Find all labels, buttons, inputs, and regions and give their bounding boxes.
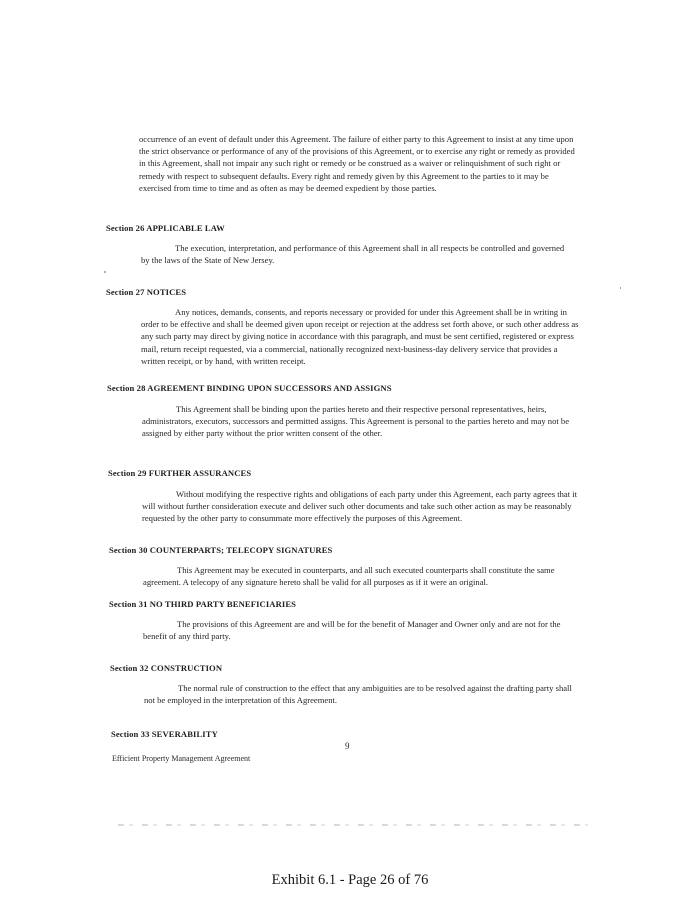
section-title: CONSTRUCTION bbox=[150, 663, 223, 673]
section-31-heading bbox=[109, 599, 296, 609]
section-29-body: Without modifying the respective rights and obligations of each party under this Agreement, each party agrees that it will without further consideration execute and deliver such other documents and take such other action as may be reasonably requested by the other party to consummate more effectively the purposes of this Agreement. bbox=[142, 489, 578, 524]
section-26-body: The execution, interpretation, and performance of this Agreement shall in all respects be controlled and governed by the laws of the State of New Jersey. bbox=[141, 243, 565, 266]
section-title: AGREEMENT BINDING UPON SUCCESSORS AND ASSIGNS bbox=[147, 383, 392, 393]
section-30-heading bbox=[109, 545, 332, 555]
exhibit-label: Exhibit 6.1 - Page 26 of 76 bbox=[271, 872, 429, 888]
section-number: Section 33 bbox=[111, 729, 150, 739]
section-title: NO THIRD PARTY BENEFICIARIES bbox=[149, 599, 297, 609]
scan-speck bbox=[620, 287, 621, 289]
section-28-heading bbox=[107, 383, 392, 393]
section-number: Section 28 bbox=[107, 383, 146, 393]
section-26-heading bbox=[106, 223, 225, 233]
section-32-body: The normal rule of construction to the effect that any ambiguities are to be resolved against the drafting party shall not be employed in the interpretation of this Agreement. bbox=[144, 683, 572, 706]
section-number: Section 27 bbox=[106, 287, 145, 297]
section-title: COUNTERPARTS; TELECOPY SIGNATURES bbox=[149, 545, 333, 555]
section-29-heading bbox=[108, 468, 251, 478]
page-number: 9 bbox=[345, 741, 350, 751]
section-title: APPLICABLE LAW bbox=[146, 223, 225, 233]
footer-title: Efficient Property Management Agreement bbox=[112, 754, 251, 763]
scan-edge-artifact bbox=[118, 824, 588, 826]
section-number: Section 32 bbox=[110, 663, 149, 673]
section-number: Section 31 bbox=[109, 599, 148, 609]
section-31-body: The provisions of this Agreement are and will be for the benefit of Manager and Owner only and are not for the benefit of any third party. bbox=[143, 619, 561, 642]
section-30-body: This Agreement may be executed in counterparts, and all such executed counterparts shall constitute the same agreement. A telecopy of any signature hereto shall be valid for all purposes as if it were an original. bbox=[143, 565, 555, 588]
section-title: FURTHER ASSURANCES bbox=[148, 468, 252, 478]
section-title: NOTICES bbox=[146, 287, 187, 297]
section-27-body: Any notices, demands, consents, and reports necessary or provided for under this Agreement shall be in writing in order to be effective and shall be deemed given upon receipt or rejection at the address set forth above, or such other address as any such party may direct by giving notice in accordance with this paragraph, and must be sent certified, registered or express mail, return receipt requested, via a commercial, nationally recognized next-business-day delivery service that provides a written receipt, or by hand, with written receipt. bbox=[141, 307, 579, 366]
section-33-heading bbox=[111, 729, 218, 739]
section-number: Section 30 bbox=[109, 545, 148, 555]
section-number: Section 29 bbox=[108, 468, 147, 478]
section-title: SEVERABILITY bbox=[151, 729, 218, 739]
scan-speck bbox=[104, 271, 106, 273]
section-32-heading bbox=[110, 663, 222, 673]
section-number: Section 26 bbox=[106, 223, 145, 233]
section-27-heading bbox=[106, 287, 186, 297]
section-28-body: This Agreement shall be binding upon the parties hereto and their respective personal representatives, heirs, administrators, executors, successors and permitted assigns. This Agreement is personal to the parties hereto and may not be assigned by either party without the prior written consent of the other. bbox=[142, 404, 570, 439]
intro-paragraph: occurrence of an event of default under this Agreement. The failure of either party to this Agreement to insist at any time upon the strict observance or performance of any of the provisions of this Agreement, or to exercise any right or remedy as provided in this Agreement, shall not impair any such right or remedy or be construed as a waiver or relinquishment of such right or remedy with respect to subsequent defaults. Every right and remedy given by this Agreement to the parties to it may be exercised from time to time and as often as may be deemed expedient by those parties. bbox=[139, 134, 575, 193]
